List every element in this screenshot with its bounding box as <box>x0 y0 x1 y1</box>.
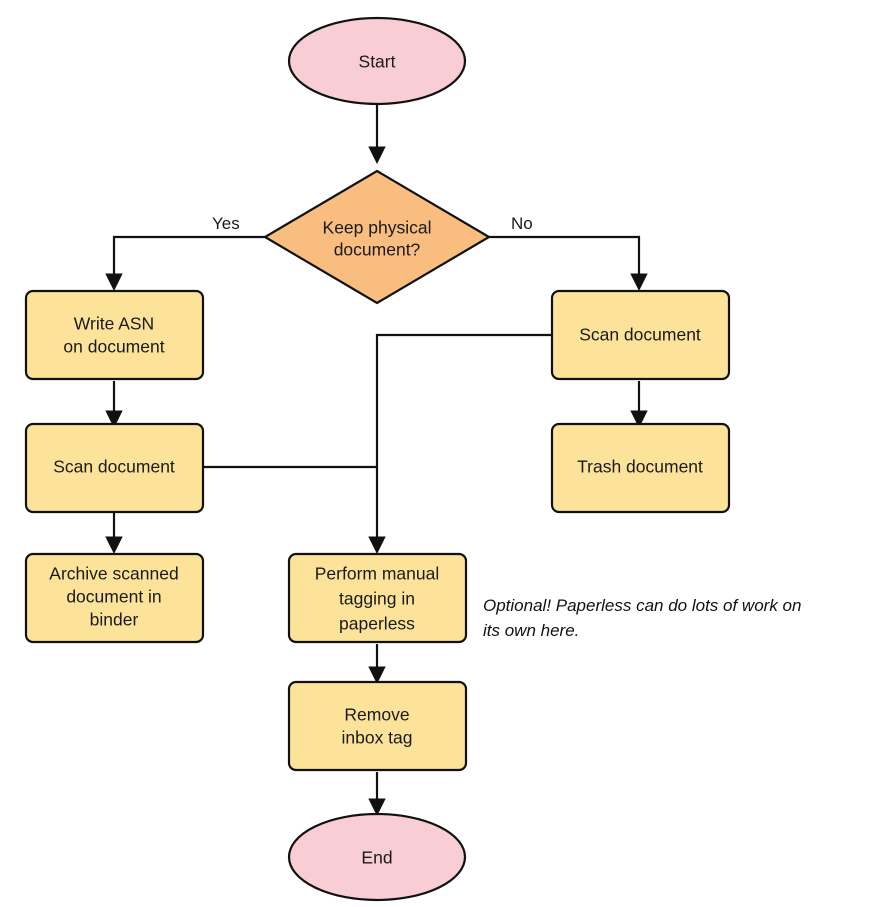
edge-decision-no-to-scan-right <box>489 237 639 287</box>
node-tagging-label-line2: tagging in <box>339 588 415 609</box>
edge-decision-yes-to-write-asn <box>114 237 265 287</box>
node-write-asn-on-document[interactable] <box>26 291 203 379</box>
node-trash-document-label: Trash document <box>577 456 703 477</box>
node-tagging-label-line3: paperless <box>339 613 415 634</box>
node-scan-document-right-label: Scan document <box>579 324 701 345</box>
node-archive-label-line1: Archive scanned <box>49 563 179 584</box>
node-start-label: Start <box>358 51 396 72</box>
node-start[interactable] <box>289 18 465 104</box>
node-remove-inbox-label-line2: inbox tag <box>341 727 413 748</box>
node-tagging-label-line1: Perform manual <box>314 563 440 584</box>
node-archive-scanned-document[interactable] <box>26 554 203 642</box>
node-perform-manual-tagging[interactable] <box>289 554 466 642</box>
node-scan-document-right[interactable] <box>552 291 729 379</box>
edge-label-no: No <box>511 214 533 233</box>
node-end[interactable] <box>289 814 465 900</box>
node-keep-label-line2: document? <box>333 239 421 260</box>
node-remove-inbox-tag[interactable] <box>289 682 466 770</box>
edge-scan-right-to-tagging <box>377 335 552 550</box>
node-scan-document-left-label: Scan document <box>53 456 175 477</box>
node-keep-physical-document[interactable] <box>265 171 489 303</box>
node-write-asn-label-line2: on document <box>63 336 165 357</box>
optional-note-line2: its own here. <box>483 621 580 640</box>
node-end-label: End <box>361 847 393 868</box>
node-keep-label-line1: Keep physical <box>322 217 432 238</box>
edge-label-yes: Yes <box>212 214 240 233</box>
node-trash-document[interactable] <box>552 424 729 512</box>
node-scan-document-left[interactable] <box>26 424 203 512</box>
node-remove-inbox-label-line1: Remove <box>344 704 410 725</box>
optional-note-line1: Optional! Paperless can do lots of work on <box>483 596 802 615</box>
node-archive-label-line3: binder <box>89 609 139 630</box>
node-write-asn-label-line1: Write ASN <box>73 313 155 334</box>
node-archive-label-line2: document in <box>66 586 162 607</box>
optional-note <box>483 596 801 640</box>
